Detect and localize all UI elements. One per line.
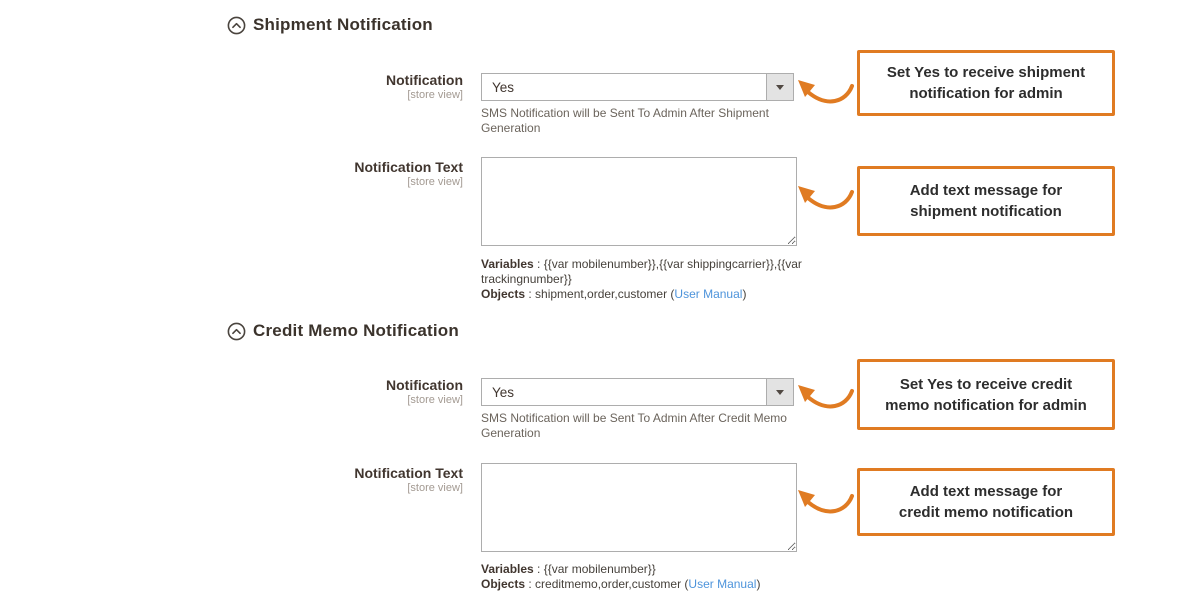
objects-label: Objects	[481, 577, 526, 591]
section-title: Credit Memo Notification	[253, 321, 459, 340]
shipment-notification-text-textarea[interactable]	[481, 157, 797, 246]
field-hint: SMS Notification will be Sent To Admin After Credit Memo Generation	[481, 411, 787, 440]
objects-note: Objects : shipment,order,customer (User Manual)	[481, 287, 747, 301]
chevron-down-icon	[776, 85, 784, 90]
callout-box-creditmemo-select	[857, 359, 1115, 430]
callout-line: notification for admin	[909, 85, 1063, 102]
field-label-text: Notification	[386, 377, 463, 393]
user-manual-link[interactable]: User Manual	[674, 287, 743, 301]
callout-arrow-icon	[795, 77, 857, 111]
select-value: Yes	[492, 384, 515, 400]
chevron-up-circle-icon	[227, 16, 246, 35]
callout-line: Add text message for	[909, 483, 1063, 500]
callout-line: Set Yes to receive credit	[899, 375, 1073, 393]
notification-field-label	[280, 377, 463, 407]
section-title: Shipment Notification	[253, 15, 433, 34]
callout-line: credit memo notification	[898, 504, 1074, 521]
notification-field-label	[280, 72, 463, 102]
chevron-up-circle-icon	[227, 322, 246, 341]
field-notes	[481, 257, 813, 302]
notification-text-field-label	[280, 465, 463, 495]
objects-note: Objects : creditmemo,order,customer (User Manual)	[481, 577, 761, 591]
user-manual-link[interactable]: User Manual	[688, 577, 757, 591]
store-view-scope: [store view]	[407, 89, 463, 101]
callout-box-shipment-select	[857, 50, 1115, 116]
callout-line: shipment notification	[910, 203, 1062, 220]
select-dropdown-button[interactable]	[766, 74, 793, 100]
callout-arrow-icon	[795, 382, 857, 416]
store-view-scope: [store view]	[407, 482, 463, 494]
callout-arrow-icon	[795, 487, 857, 521]
callout-arrow-icon	[795, 183, 857, 217]
field-notes	[481, 562, 813, 592]
store-view-scope: [store view]	[407, 394, 463, 406]
field-label-text: Notification	[386, 72, 463, 88]
callout-box-shipment-text	[857, 166, 1115, 236]
section-header-creditmemo[interactable]	[227, 321, 459, 341]
notification-text-field-label	[280, 159, 463, 189]
callout-line: Add text message for	[909, 182, 1063, 199]
callout-line: Set Yes to receive shipment	[886, 64, 1086, 81]
creditmemo-notification-text-textarea[interactable]	[481, 463, 797, 552]
shipment-notification-select[interactable]	[481, 73, 794, 101]
select-value: Yes	[492, 79, 515, 95]
collapse-section-button[interactable]	[227, 16, 246, 35]
field-hint: SMS Notification will be Sent To Admin After Shipment Generation	[481, 106, 769, 135]
callout-line: memo notification for admin	[885, 396, 1087, 414]
variables-note: Variables : {{var mobilenumber}}	[481, 562, 656, 576]
field-label-text: Notification Text	[354, 159, 463, 175]
variables-label: Variables	[481, 257, 534, 271]
variables-label: Variables	[481, 562, 534, 576]
chevron-down-icon	[776, 390, 784, 395]
callout-box-creditmemo-text	[857, 468, 1115, 536]
creditmemo-notification-select[interactable]	[481, 378, 794, 406]
collapse-section-button[interactable]	[227, 322, 246, 341]
select-dropdown-button[interactable]	[766, 379, 793, 405]
field-label-text: Notification Text	[354, 465, 463, 481]
variables-note: Variables : {{var mobilenumber}},{{var shippingcarrier}},{{var trackingnumber}}	[481, 257, 802, 286]
store-view-scope: [store view]	[407, 176, 463, 188]
section-header-shipment[interactable]	[227, 15, 433, 35]
objects-label: Objects	[481, 287, 526, 301]
